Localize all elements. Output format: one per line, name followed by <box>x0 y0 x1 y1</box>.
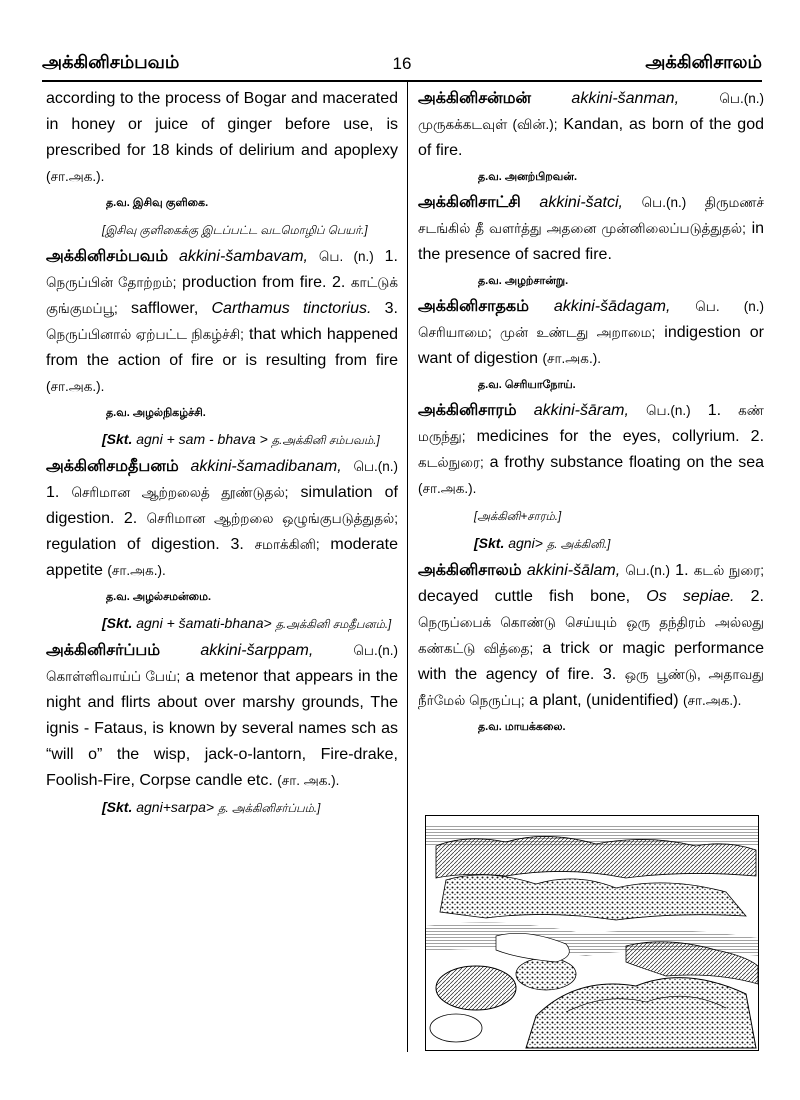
part-of-speech: பெ.(n.) <box>625 563 670 578</box>
dictionary-entry: அக்கினிசாரம் akkini-šāram, பெ.(n.) 1. கண் மருந்து; medicines for the eyes, collyrium. 2. கடல்நுரை; a frothy substance floating on the sea (சா.அக.). <box>418 402 765 496</box>
etymology: [Skt. agni + šamati-bhana> த.அக்கினி சமதீபனம்.] <box>102 615 392 631</box>
dictionary-entry: அக்கினிசாட்சி akkini-šatci, பெ.(n.) திருமணச் சடங்கில் தீ வளர்த்து அதனை முன்னிலைப்படுத்துதல்; in the presence of sacred fire. <box>418 194 765 263</box>
dictionary-entry: அக்கினிசாலம் akkini-šālam, பெ.(n.) 1. கடல் நுரை; decayed cuttle fish bone, Os sepiae. 2. நெருப்பைக் கொண்டு செய்யும் ஒரு தந்திரம் அல்லது கண்கட்டு வித்தை; a trick or magic performance with the agency of fire. 3. ஒரு பூண்டு, அதாவது நீர்மேல் நெருப்பு; a plant, (unidentified) (சா.அக.). <box>418 562 765 709</box>
entry-note: த.வ. அழல்நிகழ்ச்சி. <box>106 407 206 419</box>
column-divider <box>407 82 408 1052</box>
transliteration: akkini-šāram, <box>533 402 629 419</box>
etymology: [இசிவு குளிகைக்கு இடப்பட்ட வடமொழிப் பெயர்.] <box>102 225 368 237</box>
continued-entry: according to the process of Bogar and macerated in honey or juice of ginger before use, is prescribed for 18 kinds of delirium and apoplexy (சா.அக.). <box>46 90 398 184</box>
transliteration: akkini-šanman, <box>571 90 680 107</box>
part-of-speech: பெ. (n.) <box>318 249 374 264</box>
part-of-speech: பெ.(n.) <box>353 459 398 474</box>
headword: அக்கினிசாதகம் <box>418 298 530 315</box>
headword: அக்கினிசம்பவம் <box>46 248 169 265</box>
header-rule <box>42 80 762 82</box>
part-of-speech: பெ.(n.) <box>719 91 764 106</box>
transliteration: akkini-šarppam, <box>200 642 314 659</box>
transliteration: akkini-šambavam, <box>179 248 308 265</box>
running-header <box>42 50 762 78</box>
dictionary-entry: அக்கினிசாதகம் akkini-šādagam, பெ. (n.) செரியாமை; முன் உண்டது அறாமை; indigestion or want of digestion (சா.அக.). <box>418 298 764 367</box>
entry-note: த.வ. அனற்பிறவன். <box>478 171 578 183</box>
part-of-speech: பெ. (n.) <box>695 299 764 314</box>
illustration-figure <box>425 815 759 1051</box>
headword: அக்கினிசாலம் <box>418 562 522 579</box>
part-of-speech: பெ.(n.) <box>353 643 398 658</box>
dictionary-entry: அக்கினிசன்மன் akkini-šanman, பெ.(n.) முருகக்கடவுள் (வின்.); Kandan, as born of the god of fire. <box>418 90 764 159</box>
etymology: [Skt. agni + sam - bhava > த.அக்கினி சம்பவம்.] <box>102 431 380 447</box>
headword: அக்கினிசமதீபனம் <box>46 458 179 475</box>
headword: அக்கினிசாட்சி <box>418 194 521 211</box>
right-column <box>418 86 764 740</box>
headword: அக்கினிசன்மன் <box>418 90 532 107</box>
etymology: [Skt. agni> த. அக்கினி.] <box>474 535 611 551</box>
dictionary-entry: அக்கினிசம்பவம் akkini-šambavam, பெ. (n.) 1. நெருப்பின் தோற்றம்; production from fire. 2. காட்டுக் குங்குமப்பூ; safflower, Carthamus tinctorius. 3. நெருப்பினால் ஏற்பட்ட நிகழ்ச்சி; that which happened from the action of fire or is resulting from fire (சா.அக.). <box>46 248 399 394</box>
left-guide-word: அக்கினிசம்பவம் <box>42 52 180 72</box>
right-guide-word: அக்கினிசாலம் <box>645 52 762 72</box>
transliteration: akkini-šatci, <box>539 194 623 211</box>
entry-note: த.வ. அழல்சமன்மை. <box>106 591 211 603</box>
entry-note: த.வ. அழற்சான்று. <box>478 275 569 287</box>
transliteration: akkini-šamadibanam, <box>190 458 342 475</box>
entry-note: த.வ. மாயக்கலை. <box>478 721 566 733</box>
etymology: [Skt. agni+sarpa> த. அக்கினிசர்ப்பம்.] <box>102 799 321 815</box>
transliteration: akkini-šālam, <box>526 562 621 579</box>
headword: அக்கினிசர்ப்பம் <box>46 642 161 659</box>
left-column <box>46 86 398 822</box>
part-of-speech: பெ.(n.) <box>641 195 687 210</box>
headword: அக்கினிசாரம் <box>418 402 517 419</box>
part-of-speech: பெ.(n.) <box>646 403 691 418</box>
transliteration: akkini-šādagam, <box>553 298 671 315</box>
seashore-rocks-illustration <box>426 816 758 1050</box>
entry-note: த.வ. செரியாநோய். <box>478 379 576 391</box>
dictionary-entry: அக்கினிசமதீபனம் akkini-šamadibanam, பெ.(n.) 1. செரிமான ஆற்றலைத் தூண்டுதல்; simulation of digestion. 2. செரிமான ஆற்றலை ஒழுங்குபடுத்துதல்; regulation of digestion. 3. சமாக்கினி; moderate appetite (சா.அக.). <box>46 458 399 579</box>
etymology: [அக்கினி+சாரம்.] <box>474 511 562 523</box>
dictionary-entry: அக்கினிசர்ப்பம் akkini-šarppam, பெ.(n.) கொள்ளிவாய்ப் பேய்; a metenor that appears in the night and flirts about over marshy grounds, The ignis - Fataus, is known by several names sch as “will o” the wisp, jack-o-lantorn, Fire-drake, Foolish-Fire, Corpse candle etc. (சா. அக.). <box>46 642 398 789</box>
page-number: 16 <box>392 54 412 73</box>
entry-note: த.வ. இசிவு குளிகை. <box>106 197 209 209</box>
